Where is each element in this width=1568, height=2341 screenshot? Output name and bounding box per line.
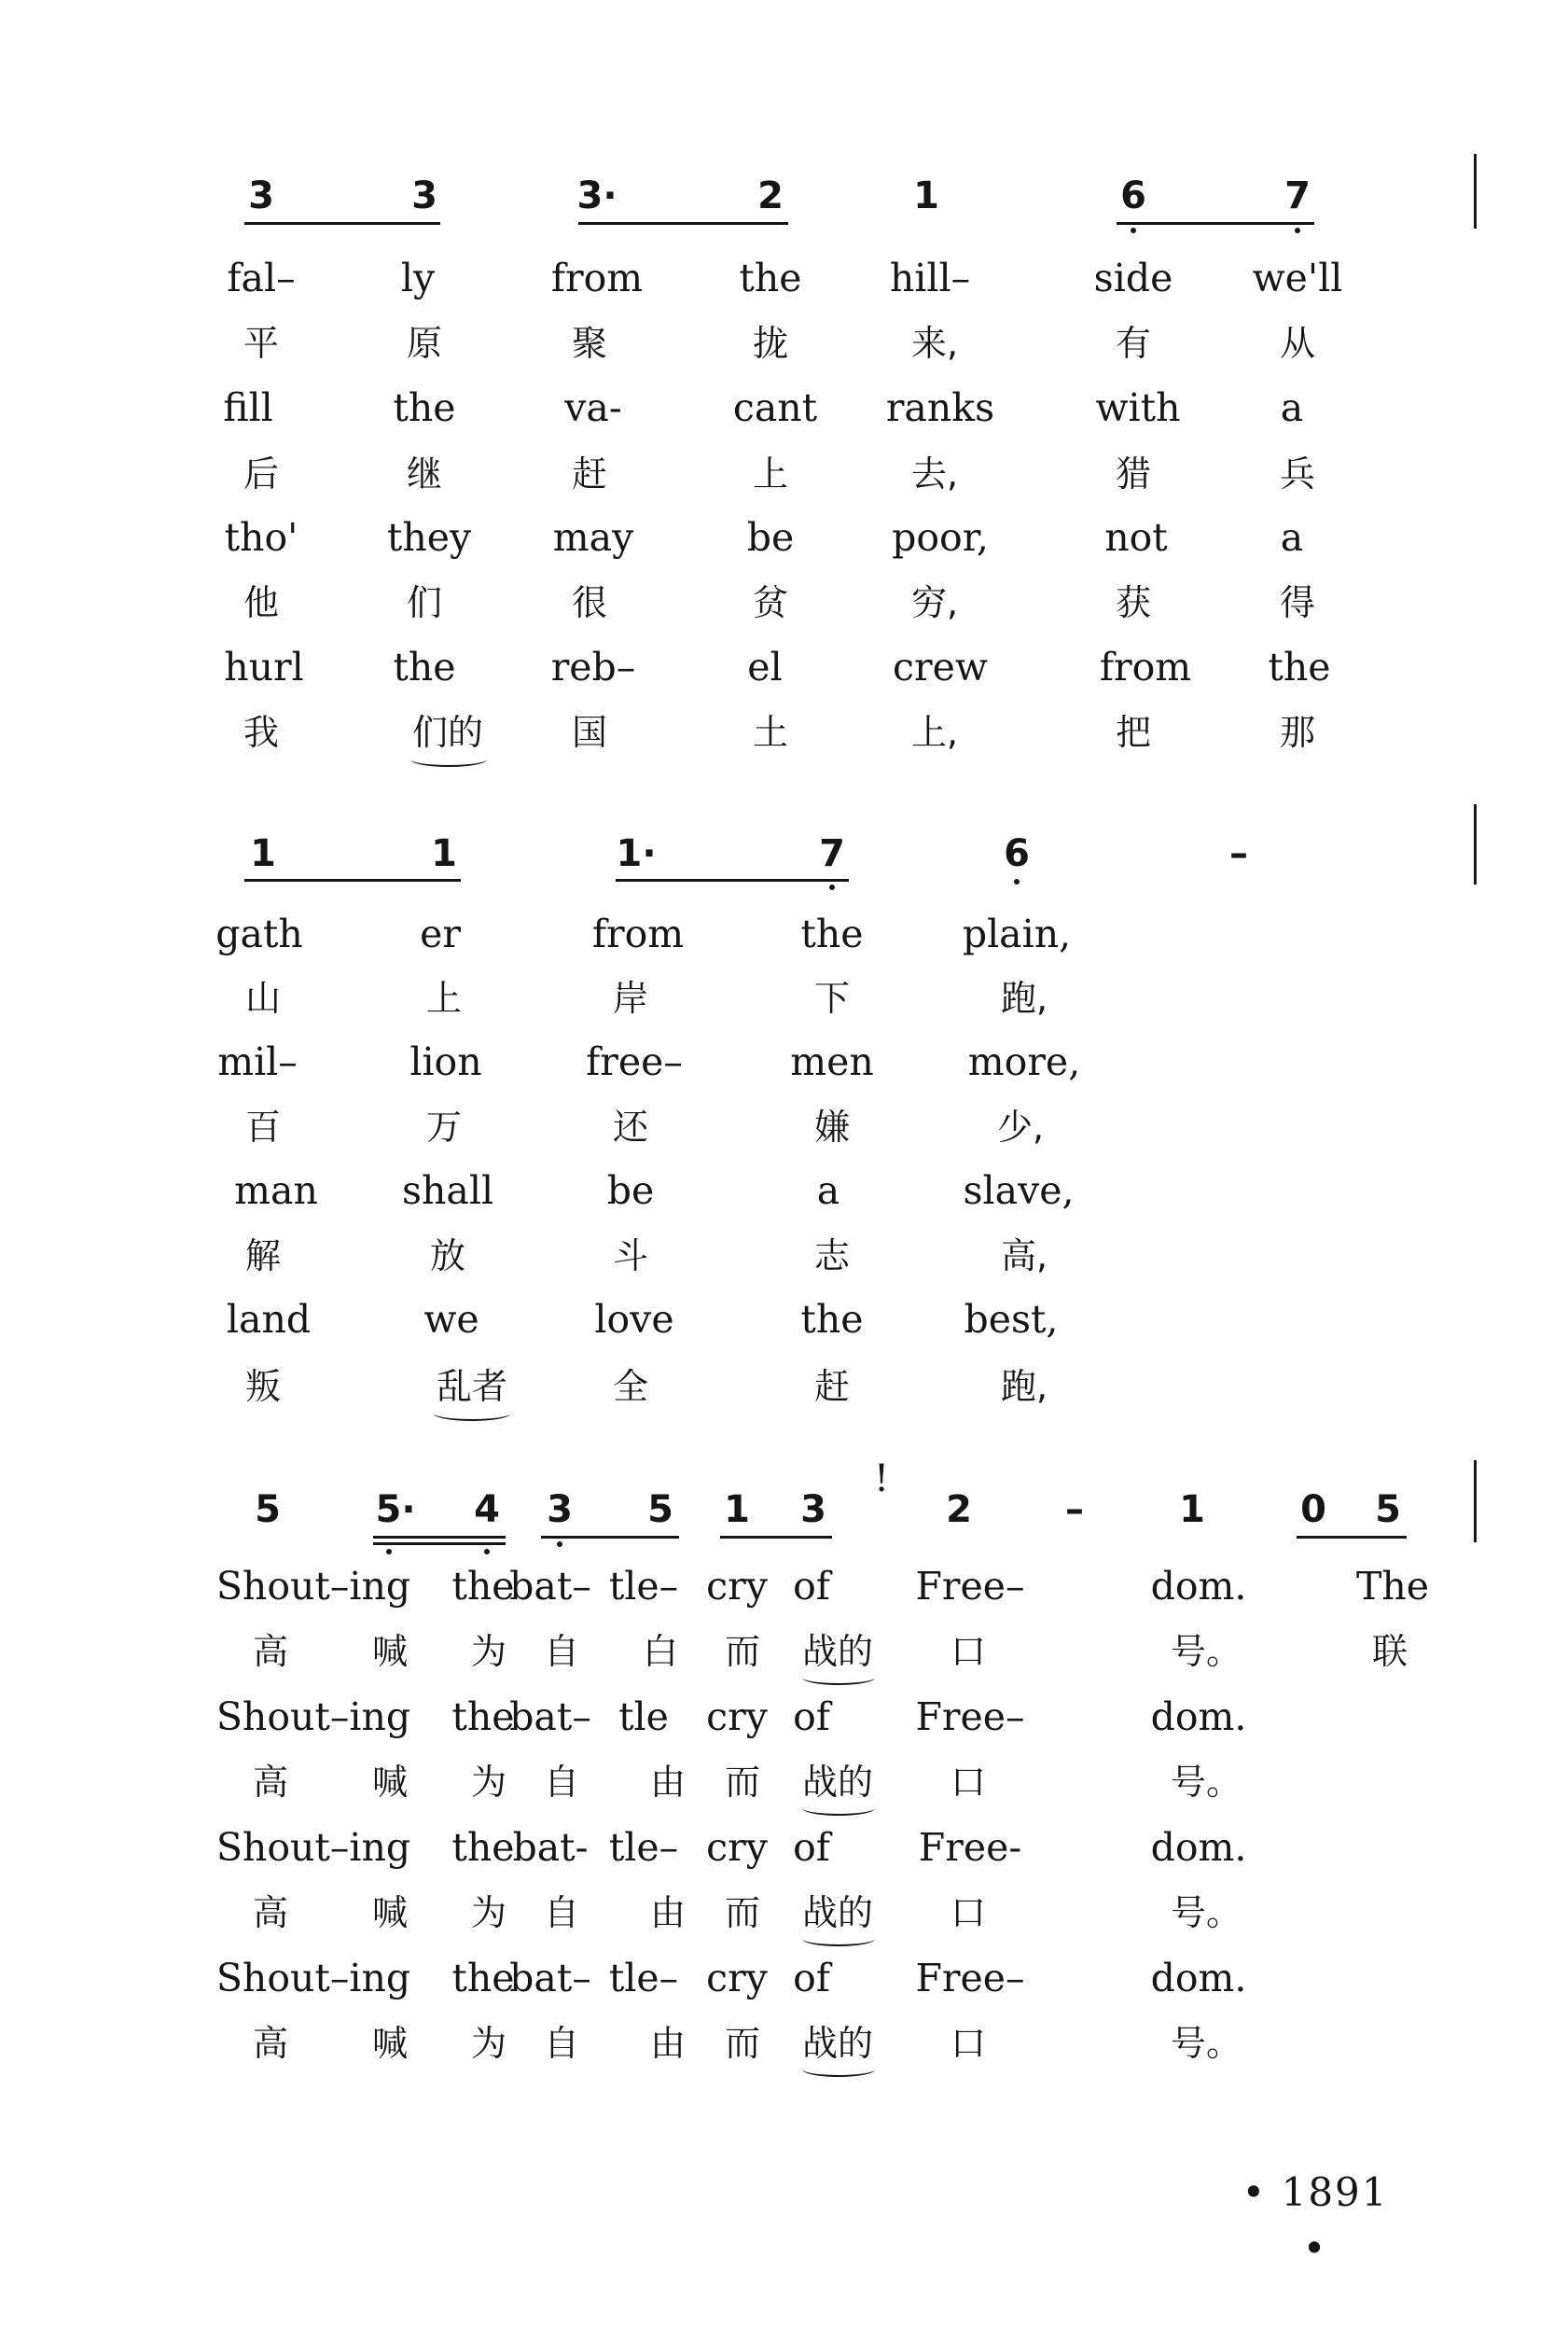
lyric-syllable: with <box>1095 385 1181 430</box>
lyric-syllable: er <box>420 912 461 956</box>
octave-dot <box>1131 228 1136 233</box>
lyric-syllable: best, <box>964 1297 1059 1342</box>
lyric-syllable: 国 <box>571 712 608 753</box>
lyric-syllable: the <box>1268 645 1331 690</box>
notation-row <box>0 826 1568 882</box>
lyric-syllable: 放 <box>429 1235 466 1276</box>
lyric-syllable: mil– <box>217 1039 298 1084</box>
lyric-syllable: 还 <box>612 1107 649 1148</box>
lyric-line-chinese <box>0 704 1568 760</box>
lyric-syllable: 志 <box>813 1235 851 1276</box>
lyric-syllable: 联 <box>1371 1631 1408 1672</box>
slur-mark <box>410 752 487 767</box>
lyric-syllable: 解 <box>244 1235 282 1276</box>
beam-line <box>720 1536 832 1539</box>
lyric-syllable: 赶 <box>813 1366 851 1407</box>
lyric-syllable: cry <box>706 1564 768 1609</box>
lyric-syllable: va- <box>564 385 622 430</box>
octave-dot <box>484 1549 490 1554</box>
lyric-syllable: the <box>451 1694 515 1739</box>
lyric-syllable: 战的 <box>801 1631 874 1672</box>
lyric-syllable: of <box>793 1956 830 2000</box>
lyric-syllable: from <box>591 912 685 956</box>
lyric-syllable: dom. <box>1150 1956 1247 2000</box>
lyric-syllable: 下 <box>813 978 851 1019</box>
lyric-syllable: 自 <box>543 2023 580 2064</box>
beam-line <box>373 1536 506 1539</box>
slur-mark <box>434 1406 510 1421</box>
lyric-line-chinese <box>0 1623 1568 1679</box>
lyric-syllable: el <box>747 645 783 690</box>
lyric-syllable: free– <box>586 1039 683 1084</box>
slur-mark <box>802 1670 875 1685</box>
lyric-syllable: 自 <box>543 1631 580 1672</box>
slur-mark <box>802 2062 875 2077</box>
lyric-syllable: 喊 <box>371 1892 409 1933</box>
lyric-syllable: cry <box>706 1825 768 1870</box>
lyric-syllable: 上 <box>425 978 463 1019</box>
lyric-syllable: Shout–ing <box>215 1956 411 2000</box>
note: 1 <box>1179 1488 1205 1531</box>
lyric-syllable: 乱者 <box>436 1366 508 1407</box>
lyric-line-chinese <box>0 970 1568 1026</box>
lyric-syllable: 土 <box>752 712 789 753</box>
lyric-syllable: 拢 <box>752 323 789 364</box>
lyric-syllable: tle– <box>608 1564 679 1609</box>
beam-line <box>244 222 440 225</box>
beam-line <box>1297 1536 1407 1539</box>
lyric-syllable: 战的 <box>801 1762 874 1803</box>
lyric-line-chinese <box>0 1359 1568 1414</box>
notation-row <box>0 168 1568 224</box>
lyric-syllable: 口 <box>950 1762 987 1803</box>
lyric-syllable: 高 <box>252 1892 289 1933</box>
lyric-line-english <box>0 1558 1568 1614</box>
lyric-syllable: tle <box>618 1694 669 1739</box>
lyric-syllable: 百 <box>244 1107 282 1148</box>
note: 7 <box>819 832 845 875</box>
note: 1· <box>616 832 657 875</box>
note: – <box>1229 832 1248 875</box>
lyric-syllable: tle– <box>608 1956 679 2000</box>
lyric-syllable: 高 <box>252 1762 289 1803</box>
notation-row <box>0 1482 1568 1538</box>
beam-line <box>1117 222 1314 225</box>
lyric-syllable: 从 <box>1279 323 1316 364</box>
lyric-syllable: 有 <box>1115 323 1152 364</box>
lyric-syllable: Free– <box>915 1564 1025 1609</box>
lyric-syllable: 继 <box>406 453 443 495</box>
lyric-line-chinese <box>0 1099 1568 1155</box>
lyric-syllable: shall <box>401 1168 494 1213</box>
lyric-syllable: side <box>1093 256 1173 300</box>
lyric-syllable: man <box>234 1168 318 1213</box>
lyric-syllable: dom. <box>1150 1694 1247 1739</box>
lyric-syllable: 全 <box>612 1366 649 1407</box>
lyric-line-english <box>0 906 1568 962</box>
octave-dot <box>829 885 835 890</box>
lyric-line-chinese <box>0 1228 1568 1284</box>
lyric-syllable: land <box>226 1297 312 1342</box>
note: 3 <box>411 174 437 217</box>
lyric-syllable: 猎 <box>1115 453 1152 495</box>
lyric-line-english <box>0 1689 1568 1745</box>
lyric-syllable: 号。 <box>1170 2023 1242 2064</box>
barline <box>1474 1460 1477 1542</box>
lyric-syllable: 跑, <box>1000 1366 1048 1407</box>
lyric-syllable: 万 <box>425 1107 463 1148</box>
lyric-syllable: Shout–ing <box>215 1825 411 1870</box>
lyric-syllable: 得 <box>1279 582 1316 623</box>
lyric-syllable: tho' <box>224 515 298 560</box>
lyric-syllable: tle– <box>608 1825 679 1870</box>
beam-line <box>541 1536 679 1539</box>
lyric-syllable: 原 <box>406 323 443 364</box>
lyric-syllable: a <box>1280 385 1304 430</box>
lyric-syllable: 而 <box>724 2023 761 2064</box>
lyric-syllable: of <box>793 1564 830 1609</box>
lyric-syllable: 们的 <box>411 712 484 753</box>
lyric-syllable: 自 <box>543 1892 580 1933</box>
lyric-syllable: the <box>739 256 802 300</box>
lyric-syllable: the <box>451 1825 515 1870</box>
octave-dot <box>1014 879 1020 885</box>
lyric-syllable: 为 <box>470 1892 507 1933</box>
octave-dot <box>557 1541 562 1547</box>
lyric-syllable: 口 <box>950 2023 987 2064</box>
lyric-syllable: 后 <box>243 453 280 495</box>
lyric-syllable: men <box>790 1039 874 1084</box>
lyric-line-chinese <box>0 315 1568 371</box>
lyric-syllable: cry <box>706 1956 768 2000</box>
barline <box>1474 154 1477 229</box>
lyric-syllable: 们 <box>406 582 443 623</box>
lyric-syllable: love <box>594 1297 674 1342</box>
note: 6 <box>1120 174 1146 217</box>
lyric-syllable: ranks <box>885 385 995 430</box>
lyric-syllable: 号。 <box>1170 1762 1242 1803</box>
note: 2 <box>946 1488 972 1531</box>
lyric-syllable: we <box>423 1297 479 1342</box>
lyric-syllable: hill– <box>889 256 971 300</box>
lyric-syllable: Shout–ing <box>215 1564 411 1609</box>
lyric-syllable: cry <box>706 1694 768 1739</box>
lyric-syllable: Free- <box>918 1825 1022 1870</box>
lyric-syllable: bat– <box>509 1564 591 1609</box>
lyric-syllable: we'll <box>1252 256 1343 300</box>
lyric-syllable: 高, <box>1000 1235 1048 1276</box>
lyric-syllable: cant <box>732 385 818 430</box>
lyric-syllable: 口 <box>950 1631 987 1672</box>
lyric-syllable: dom. <box>1150 1825 1247 1870</box>
lyric-syllable: 为 <box>470 1762 507 1803</box>
lyric-syllable: the <box>393 385 456 430</box>
lyric-syllable: 兵 <box>1279 453 1316 495</box>
lyric-syllable: 很 <box>571 582 608 623</box>
lyric-syllable: bat– <box>509 1956 591 2000</box>
lyric-syllable: lion <box>409 1039 482 1084</box>
lyric-syllable: 由 <box>649 1892 687 1933</box>
lyric-syllable: 喊 <box>371 1631 409 1672</box>
lyric-syllable: 斗 <box>612 1235 649 1276</box>
lyric-syllable: 上 <box>752 453 789 495</box>
lyric-syllable: 叛 <box>244 1366 282 1407</box>
lyric-syllable: 获 <box>1115 582 1152 623</box>
lyric-syllable: fal– <box>227 256 296 300</box>
lyric-line-english <box>0 380 1568 436</box>
lyric-syllable: 而 <box>724 1892 761 1933</box>
lyric-syllable: 去, <box>910 453 959 495</box>
lyric-syllable: 而 <box>724 1762 761 1803</box>
lyric-line-english <box>0 250 1568 306</box>
lyric-syllable: from <box>1099 645 1192 690</box>
lyric-syllable: not <box>1104 515 1168 560</box>
lyric-syllable: The <box>1355 1564 1430 1609</box>
note: 3 <box>547 1488 573 1531</box>
lyric-syllable: 为 <box>470 2023 507 2064</box>
lyric-syllable: 岸 <box>612 978 649 1019</box>
lyric-syllable: slave, <box>963 1168 1075 1213</box>
lyric-syllable: 平 <box>243 323 280 364</box>
note: 4 <box>474 1488 500 1531</box>
beam-line <box>244 879 461 882</box>
lyric-syllable: plain, <box>962 912 1072 956</box>
lyric-syllable: 赶 <box>571 453 608 495</box>
lyric-line-chinese <box>0 446 1568 502</box>
note: 2 <box>757 174 784 217</box>
lyric-line-english <box>0 1163 1568 1219</box>
note: 3 <box>800 1488 826 1531</box>
lyric-syllable: 为 <box>470 1631 507 1672</box>
lyric-syllable: reb– <box>550 645 636 690</box>
lyric-syllable: 上, <box>910 712 959 753</box>
lyric-syllable: 少, <box>996 1107 1045 1148</box>
note: 0 <box>1300 1488 1326 1531</box>
breath-mark: ! <box>873 1457 890 1500</box>
lyric-syllable: 山 <box>244 978 282 1019</box>
note: – <box>1065 1488 1084 1531</box>
lyric-syllable: more, <box>967 1039 1081 1084</box>
lyric-syllable: of <box>793 1825 830 1870</box>
lyric-syllable: may <box>552 515 634 560</box>
lyric-syllable: bat– <box>509 1694 591 1739</box>
beam-line <box>578 222 788 225</box>
note: 1 <box>431 832 457 875</box>
lyric-syllable: they <box>386 515 472 560</box>
note: 5 <box>647 1488 673 1531</box>
lyric-line-chinese <box>0 2015 1568 2071</box>
lyric-syllable: be <box>606 1168 655 1213</box>
lyric-syllable: the <box>393 645 456 690</box>
lyric-syllable: 由 <box>649 1762 687 1803</box>
lyric-syllable: the <box>800 1297 864 1342</box>
lyric-line-english <box>0 1819 1568 1875</box>
lyric-syllable: Shout–ing <box>215 1694 411 1739</box>
note: 3 <box>248 174 274 217</box>
page-number: • 1891 • <box>1242 2169 1389 2271</box>
lyric-syllable: 穷, <box>910 582 959 623</box>
lyric-syllable: be <box>746 515 795 560</box>
lyric-syllable: the <box>451 1564 515 1609</box>
slur-mark <box>802 1801 875 1816</box>
lyric-syllable: 贫 <box>752 582 789 623</box>
lyric-syllable: a <box>1280 515 1304 560</box>
lyric-syllable: 而 <box>724 1631 761 1672</box>
note: 1 <box>724 1488 750 1531</box>
lyric-syllable: Free– <box>915 1694 1025 1739</box>
lyric-syllable: fill <box>223 385 273 430</box>
lyric-syllable: 他 <box>243 582 280 623</box>
lyric-syllable: 那 <box>1279 712 1316 753</box>
lyric-syllable: a <box>816 1168 840 1213</box>
lyric-line-english <box>0 1291 1568 1347</box>
lyric-syllable: 聚 <box>571 323 608 364</box>
lyric-syllable: dom. <box>1150 1564 1247 1609</box>
lyric-line-english <box>0 509 1568 565</box>
lyric-syllable: gath <box>215 912 303 956</box>
lyric-syllable: 喊 <box>371 1762 409 1803</box>
lyric-syllable: 由 <box>649 2023 687 2064</box>
lyric-syllable: 战的 <box>801 2023 874 2064</box>
slur-mark <box>802 1931 875 1946</box>
lyric-syllable: Free– <box>915 1956 1025 2000</box>
lyric-syllable: 嫌 <box>813 1107 851 1148</box>
beam-line <box>616 879 849 882</box>
octave-dot <box>386 1549 392 1554</box>
lyric-syllable: 把 <box>1115 712 1152 753</box>
lyric-syllable: poor, <box>892 515 989 560</box>
note: 3· <box>576 174 617 217</box>
octave-dot <box>1295 228 1300 233</box>
lyric-syllable: crew <box>893 645 988 690</box>
lyric-syllable: 高 <box>252 2023 289 2064</box>
note: 1 <box>913 174 939 217</box>
lyric-syllable: 我 <box>243 712 280 753</box>
lyric-syllable: 自 <box>543 1762 580 1803</box>
note: 6 <box>1004 832 1030 875</box>
lyric-syllable: 跑, <box>1000 978 1048 1019</box>
lyric-syllable: from <box>550 256 644 300</box>
lyric-syllable: hurl <box>224 645 304 690</box>
lyric-syllable: of <box>793 1694 830 1739</box>
lyric-line-chinese <box>0 575 1568 631</box>
lyric-line-english <box>0 639 1568 695</box>
note: 7 <box>1284 174 1311 217</box>
lyric-syllable: 口 <box>950 1892 987 1933</box>
lyric-line-chinese <box>0 1885 1568 1941</box>
lyric-syllable: 白 <box>642 1631 679 1672</box>
lyric-line-english <box>0 1034 1568 1090</box>
lyric-syllable: the <box>451 1956 515 2000</box>
lyric-syllable: ly <box>400 256 436 300</box>
beam-line <box>373 1542 506 1545</box>
lyric-syllable: 战的 <box>801 1892 874 1933</box>
barline <box>1474 804 1477 885</box>
lyric-syllable: 来, <box>910 323 959 364</box>
lyric-syllable: the <box>800 912 864 956</box>
lyric-syllable: 号。 <box>1170 1631 1242 1672</box>
note: 5 <box>255 1488 281 1531</box>
lyric-line-english <box>0 1950 1568 2006</box>
note: 1 <box>250 832 276 875</box>
note: 5 <box>1375 1488 1401 1531</box>
lyric-line-chinese <box>0 1754 1568 1810</box>
note: 5· <box>375 1488 416 1531</box>
lyric-syllable: 号。 <box>1170 1892 1242 1933</box>
lyric-syllable: bat- <box>512 1825 589 1870</box>
lyric-syllable: 喊 <box>371 2023 409 2064</box>
lyric-syllable: 高 <box>252 1631 289 1672</box>
